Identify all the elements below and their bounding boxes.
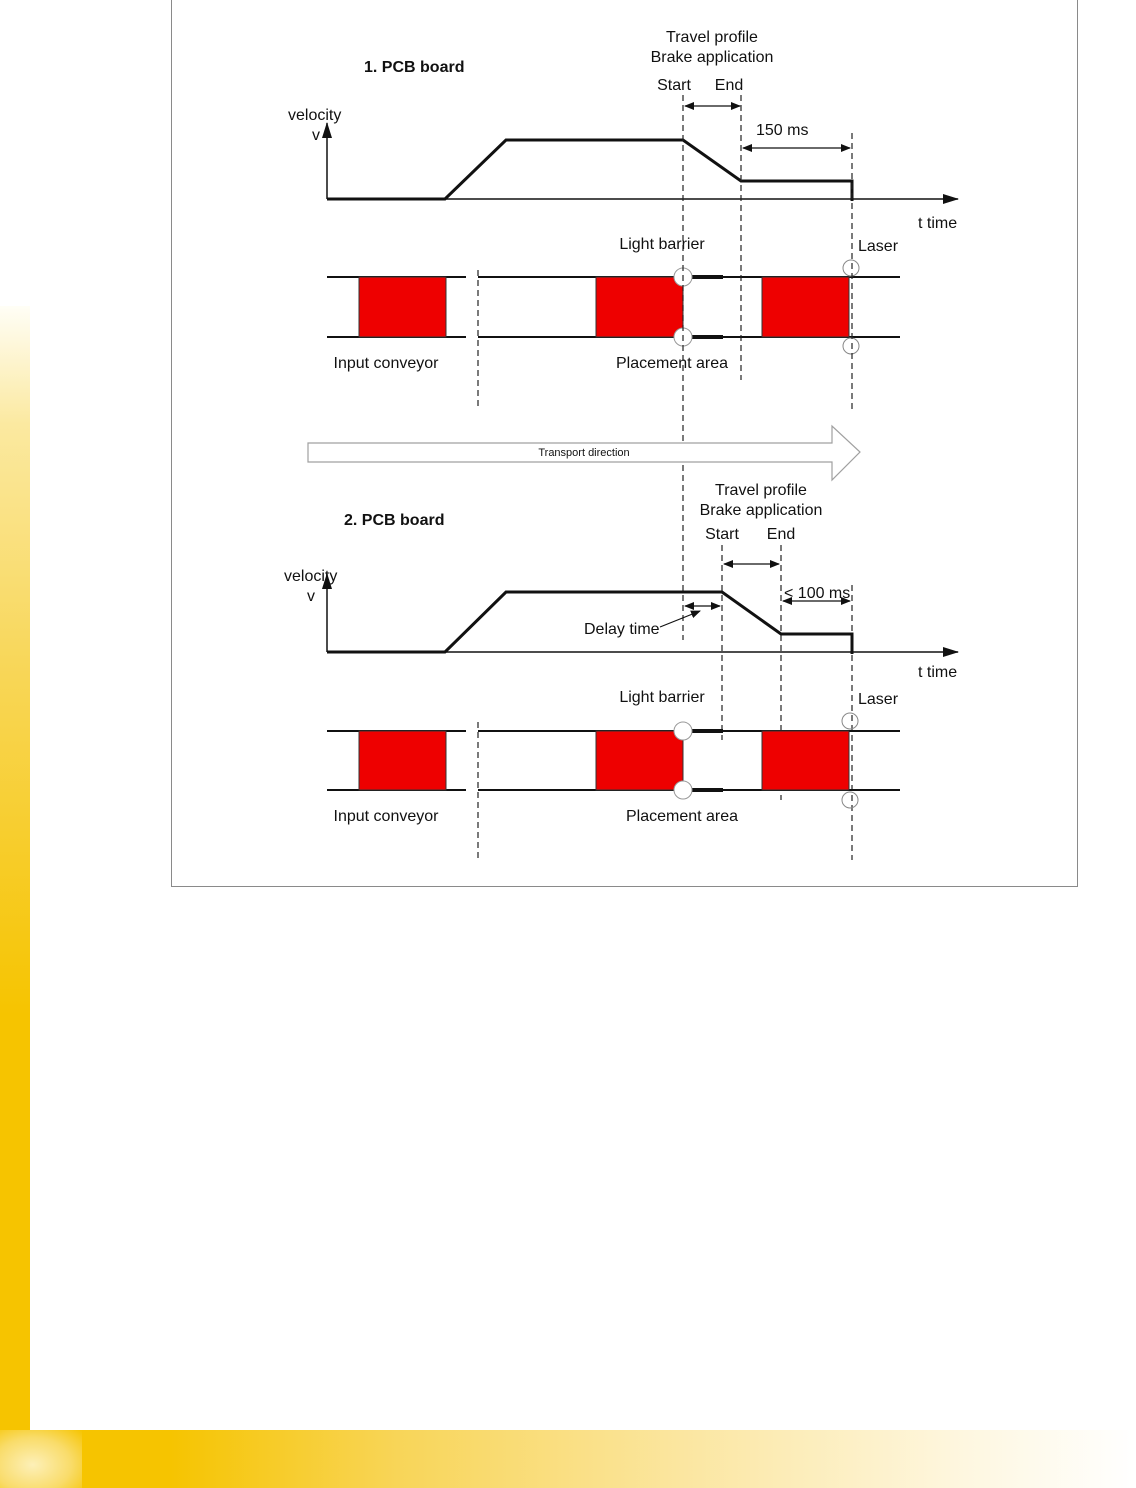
laser-label-1: Laser [858,238,899,255]
velocity-label-1: velocity [288,107,342,124]
transport-direction-label: Transport direction [538,447,630,459]
laser-sensor-top-2 [842,713,858,729]
t-time-label-1: t time [918,215,958,232]
v-label-1: v [312,127,320,144]
placement-area-label-1: Placement area [615,355,729,372]
input-conveyor-label-2: Input conveyor [333,808,439,825]
velocity-profile-1 [327,140,852,201]
light-barrier-sensor-bottom-2 [674,781,692,799]
light-barrier-sensor-top-2 [674,722,692,740]
t-time-label-2: t time [918,664,958,681]
laser-label-2: Laser [858,691,899,708]
light-barrier-label-1: Light barrier [619,236,705,253]
pcb-arriving-1 [596,277,683,337]
pcb-placement-2 [762,731,849,790]
delay-time-label: Delay time [584,621,660,638]
travel-profile-label-1: Travel profile [666,29,758,46]
timing-label-2: < 100 ms [784,585,851,602]
section-2-title: 2. PCB board [344,512,445,529]
pcb-input-2 [359,731,446,790]
section-1-title: 1. PCB board [364,59,465,76]
bottom-accent-bar [0,1430,1136,1488]
laser-sensor-top-1 [843,260,859,276]
start-label-2: Start [705,526,739,543]
pcb-input-1 [359,277,446,337]
end-label-2: End [766,526,796,543]
transport-direction-arrow [308,426,860,480]
end-label-1: End [714,77,744,94]
laser-sensor-bottom-2 [842,792,858,808]
velocity-label-2: velocity [284,568,338,585]
input-conveyor-label-1: Input conveyor [333,355,439,372]
placement-area-label-2: Placement area [625,808,739,825]
section-1 [288,29,958,372]
corner-highlight [0,1430,82,1488]
light-barrier-label-2: Light barrier [619,689,705,706]
timing-label-1: 150 ms [756,122,809,139]
brake-application-label-1: Brake application [650,49,774,66]
pcb-placement-1 [762,277,849,337]
delay-time-pointer [660,611,700,627]
laser-sensor-bottom-1 [843,338,859,354]
v-label-2: v [307,588,315,605]
pcb-arriving-2 [596,731,683,790]
start-label-1: Start [657,77,691,94]
brake-application-label-2: Brake application [699,502,823,519]
travel-profile-label-2: Travel profile [715,482,807,499]
section-2 [284,482,958,825]
